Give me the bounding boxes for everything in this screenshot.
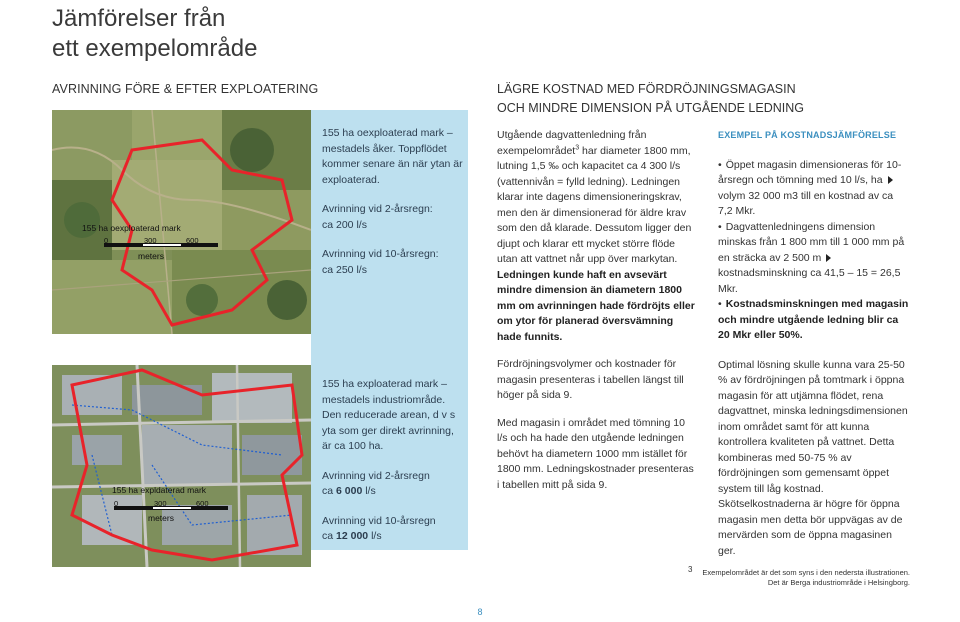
- scale-tick-300: 300: [154, 499, 167, 508]
- panel-top-10yr-label: Avrinning vid 10-årsregn:: [322, 248, 439, 260]
- scale-tick-300: 300: [144, 236, 157, 245]
- section-heading-left: AVRINNING FÖRE & EFTER EXPLOATERING: [52, 82, 319, 96]
- scale-tick-600: 600: [186, 236, 199, 245]
- bullet-icon: •: [718, 298, 722, 310]
- panel-bottom-2yr-label: Avrinning vid 2-årsregn: [322, 469, 430, 482]
- middle-paragraph-2: Fördröjningsvolymer och kostnader för magasin presenteras i tabellen längst till höger på sida 9.: [497, 358, 684, 401]
- map-undeveloped: [52, 110, 311, 334]
- arrow-right-icon: [888, 176, 893, 184]
- panel-bottom-10yr: [322, 514, 464, 545]
- panel-bottom-10yr-unit: l/s: [371, 530, 382, 542]
- scale-unit: meters: [148, 513, 174, 523]
- map-label-developed: 155 ha expldaterad mark: [112, 485, 207, 495]
- map-developed: [52, 365, 311, 567]
- aerial-photo-developed: [52, 365, 311, 567]
- middle-p1-bold: Ledningen kunde haft en avsevärt mindre dimension än diametern 1800 mm om avrinningen hade fördröjts eller om ytor för planerad översvämning hade funnits.: [497, 268, 695, 343]
- panel-text-undeveloped: [322, 126, 464, 292]
- example-item-3: [718, 297, 910, 344]
- panel-bottom-description: 155 ha exploaterad mark – mestadels industriområde. Den reducerade arean, d v s yta som ger direkt avrinning, är ca 100 ha.: [322, 378, 456, 452]
- scale-bar: [114, 506, 228, 510]
- example-item-2-b: kostnadsminskning ca 41,5 – 15 = 26,5 Mkr.: [718, 267, 901, 295]
- bullet-icon: •: [718, 158, 722, 171]
- title-line-2: ett exempelområde: [52, 35, 258, 62]
- panel-top-2yr-label: Avrinning vid 2-årsregn:: [322, 203, 433, 215]
- middle-column: [497, 128, 695, 505]
- example-title: EXEMPEL PÅ KOSTNADSJÄMFÖRELSE: [718, 130, 897, 140]
- middle-paragraph-1: [497, 128, 695, 345]
- example-item-1: [718, 158, 910, 220]
- panel-top-10yr-value: ca 250 l/s: [322, 263, 367, 276]
- example-list: [718, 158, 910, 344]
- page-number: 8: [477, 607, 483, 617]
- panel-bottom-2yr-value: 6 000: [336, 485, 363, 497]
- right-paragraph: Optimal lösning skulle kunna vara 25-50 % av fördröjningen på tomtmark i öppna magasin för att utjämna flödet, rena dagvattnet, minska ledningsdimensionen inom området samt för att kunna kontrollera kvaliteten på vattnet. Detta kombineras med 50-75 % av fördröjningen som gemensamt öppet system till låg kostnad. Skötselkostnaderna är högre för öppna magasin men detta bör uppvägas av de mervärden som de öppna magasinen ger.: [718, 358, 908, 557]
- page-title: [52, 4, 257, 64]
- panel-bottom-10yr-label: Avrinning vid 10-årsregn: [322, 514, 436, 527]
- middle-p1-a: Utgående dagvattenledning från exempelområdet: [497, 129, 647, 157]
- example-item-2: [718, 220, 910, 298]
- bullet-icon: •: [718, 220, 722, 233]
- panel-bottom-2yr-pre: ca: [322, 485, 334, 497]
- right-column: [718, 128, 910, 559]
- example-item-1-b: volym 32 000 m3 till en kostnad av ca 7,2 Mkr.: [718, 189, 894, 217]
- scale-bar: [104, 243, 218, 247]
- heading-right-line-2: OCH MINDRE DIMENSION PÅ UTGÅENDE LEDNING: [497, 101, 804, 115]
- footnote-line-1: Exempelområdet är det som syns i den nedersta illustrationen.: [702, 568, 910, 577]
- scale-unit: meters: [138, 251, 164, 261]
- panel-top-2yr-value: ca 200 l/s: [322, 218, 367, 231]
- example-item-1-a: Öppet magasin dimensioneras för 10-årsregn och tömning med 10 l/s, ha: [718, 158, 902, 186]
- middle-paragraph-3: Med magasin i området med tömning 10 l/s och ha hade den utgående ledningen behövt ha diametern 1000 mm istället för 1800 mm. Ledningskostnader presenteras i tabellen mitt på sida 9.: [497, 416, 694, 491]
- panel-text-developed: [322, 377, 464, 559]
- panel-bottom-10yr-pre: ca: [322, 530, 334, 542]
- scale-tick-600: 600: [196, 499, 209, 508]
- panel-bottom-2yr: [322, 469, 464, 500]
- footnote-number: 3: [688, 565, 693, 574]
- panel-top-10yr: [322, 247, 464, 278]
- scale-tick-0: 0: [104, 236, 109, 245]
- panel-top-2yr: [322, 202, 464, 233]
- panel-top-description: 155 ha oexploaterad mark – mestadels åker. Toppflödet kommer senare än när ytan är exploaterad.: [322, 127, 463, 186]
- section-heading-right: [497, 80, 804, 118]
- scale-tick-0: 0: [114, 499, 119, 508]
- footnote-line-2: Det är Berga industriområde i Helsingborg.: [767, 578, 910, 587]
- heading-right-line-1: LÄGRE KOSTNAD MED FÖRDRÖJNINGSMAGASIN: [497, 82, 796, 96]
- aerial-photo-undeveloped: [52, 110, 311, 334]
- map-label-undeveloped: 155 ha oexploaterad mark: [82, 223, 181, 233]
- arrow-right-icon: [826, 254, 831, 262]
- middle-p1-b: har diameter 1800 mm, lutning 1,5 ‰ och kapacitet ca 4 300 l/s (vattennivån = fylld ledning). Ledningen klarar inte dagens dimensioneringskrav, men den är dimensionerad för äldre krav som den då klarade. Dessutom ligger den djupt och klarar ett mycket större flöde utan att vattnet når upp över markytan.: [497, 144, 692, 265]
- panel-bottom-10yr-value: 12 000: [336, 530, 369, 542]
- footnote: [688, 565, 910, 588]
- panel-bottom-2yr-unit: l/s: [365, 485, 376, 497]
- footnote-ref: 3: [575, 144, 580, 151]
- example-item-2-a: Dagvattenledningens dimension minskas från 1 800 mm till 1 000 mm på en sträcka av 2 500 m: [718, 220, 905, 264]
- title-line-1: Jämförelser från: [52, 5, 226, 32]
- example-item-3-bold: Kostnadsminskningen med magasin och mindre utgående ledning blir ca 20 Mkr eller 50%.: [718, 298, 909, 341]
